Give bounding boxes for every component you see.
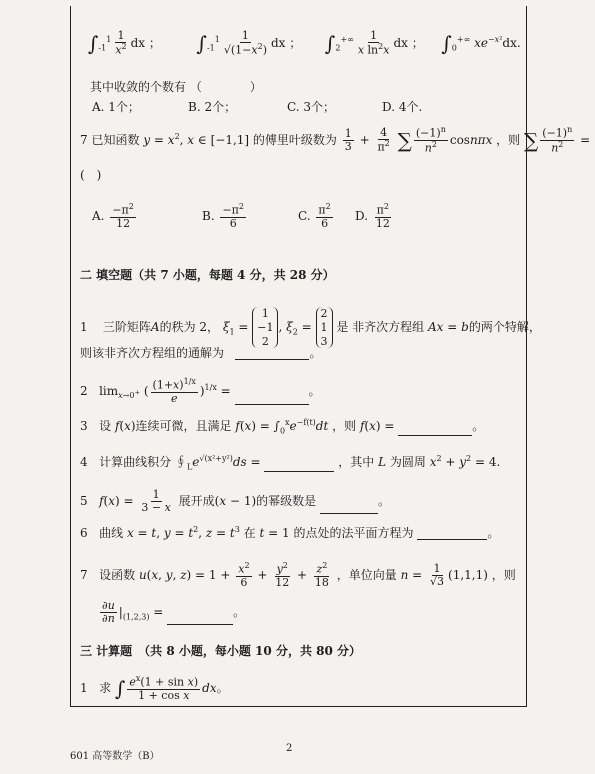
answer-blank[interactable] [264,459,334,472]
page-number: 2 [286,743,293,754]
integral-4: $\int_0^{+\infty}$ $xe^{-x^2}dx$. [441,31,521,56]
fill-6: 6 曲线 x = t, $y = t^2$, $z = t^3$ 在 t = 1 的点处的法平面方程为 。 [80,525,500,540]
q7-option-d: D. $\frac{\pi^2}{12}$ [355,202,390,230]
fill-4: 4 计算曲线积分 $∮_Le^{√(x^2+y^2)}ds$ = ，其中 L 为圆周 $x^2 + y^2 = 4$. [80,454,501,472]
q6-option-d: D. 4个. [382,100,423,114]
integral-2: $\int_{-1}^1$ $\frac{1}{√(1-x^2)}$ dx ； [196,29,302,57]
q7-option-c: C. $\frac{\pi^2}{6}$ [298,202,331,230]
section3-title: 三 计算题 （共 8 小题，每小题 10 分，共 80 分） [80,644,361,658]
q7-option-b: B. $\frac{-\pi^2}{6}$ [202,202,245,230]
fill-2: 2 $\lim_{x\to 0^+}$ ( $\frac{(1+x)^{1/x}}{e}$ )$^{1/x}$ = 。 [80,377,321,405]
fill-5: 5 f(x) = $\frac{1}{3 - x}$ 展开成(x − 1)的幂级数是 。 [80,488,390,515]
q6-option-a: A. 1个； [92,100,140,114]
answer-blank[interactable] [235,392,309,405]
q7-option-a: A. $\frac{-\pi^2}{12}$ [92,202,134,230]
q7-paren: ( ) [80,168,102,182]
fill-1: 1 三阶矩阵A的秩为 2， $\xi_1$ = 1 −1 2 , $\xi_2$ = 2 1 3 是 非齐次方程组 Ax = b的两个特解， [80,307,541,348]
answer-blank[interactable] [320,501,378,514]
section2-title: 二 填空题（共 7 小题，每题 4 分，共 28 分） [80,268,335,282]
calc-1: 1 求 ∫ $\frac{e^x(1 + \sin x)}{\text{1 + cos x}}$ dx。 [80,674,229,702]
answer-blank[interactable] [417,527,487,540]
fill-7: 7 设函数 u(x, y, z) = 1 + $\frac{x^2}{6}$ + $\frac{y^2}{12}$ + $\frac{z^2}{18}$ ，单位向量 n = $\frac{1}{√3}$ (1,1,1) ，则 [80,561,516,589]
fill-1-line2: 则该非齐次方程组的通解为 。 [80,346,322,360]
fill-7-line2: $\frac{\partial u}{\partial n}$ $|_{(1,2,3)}$ = 。 [102,599,246,626]
integral-1: $\int_{-1}^1$ $\frac{1}{x^2}$ dx ； [88,29,161,57]
q6-option-c: C. 3个； [287,100,336,114]
q6-stem: 其中收敛的个数有 （ ） [90,80,262,94]
q7-question: 7 已知函数 $y = x^2$, x ∈ [−1,1] 的傅里叶级数为 $\frac{1}{3}$ + $\frac{4}{\pi^2}$ ∑ $\frac{(-1)^n}{n^2}$ cosnπx ，则 ∑ $\frac{(-1)^n}{n^2}$ = [80,125,591,155]
q6-option-b: B. 2个； [188,100,237,114]
footer-course: 601 高等数学（B） [70,751,160,762]
answer-blank[interactable] [398,423,472,436]
integral-3: $\int_2^{+\infty}$ $\frac{1}{x \ln^2x}$ dx ； [324,29,424,57]
answer-blank[interactable] [235,347,309,360]
fill-3: 3 设 f(x)连续可微，且满足 $f(x) = \int_0^xe^{-f(t)}dt$ ，则 f(x) = 。 [80,418,485,436]
answer-blank[interactable] [167,612,233,625]
q6-integrals [88,30,521,57]
